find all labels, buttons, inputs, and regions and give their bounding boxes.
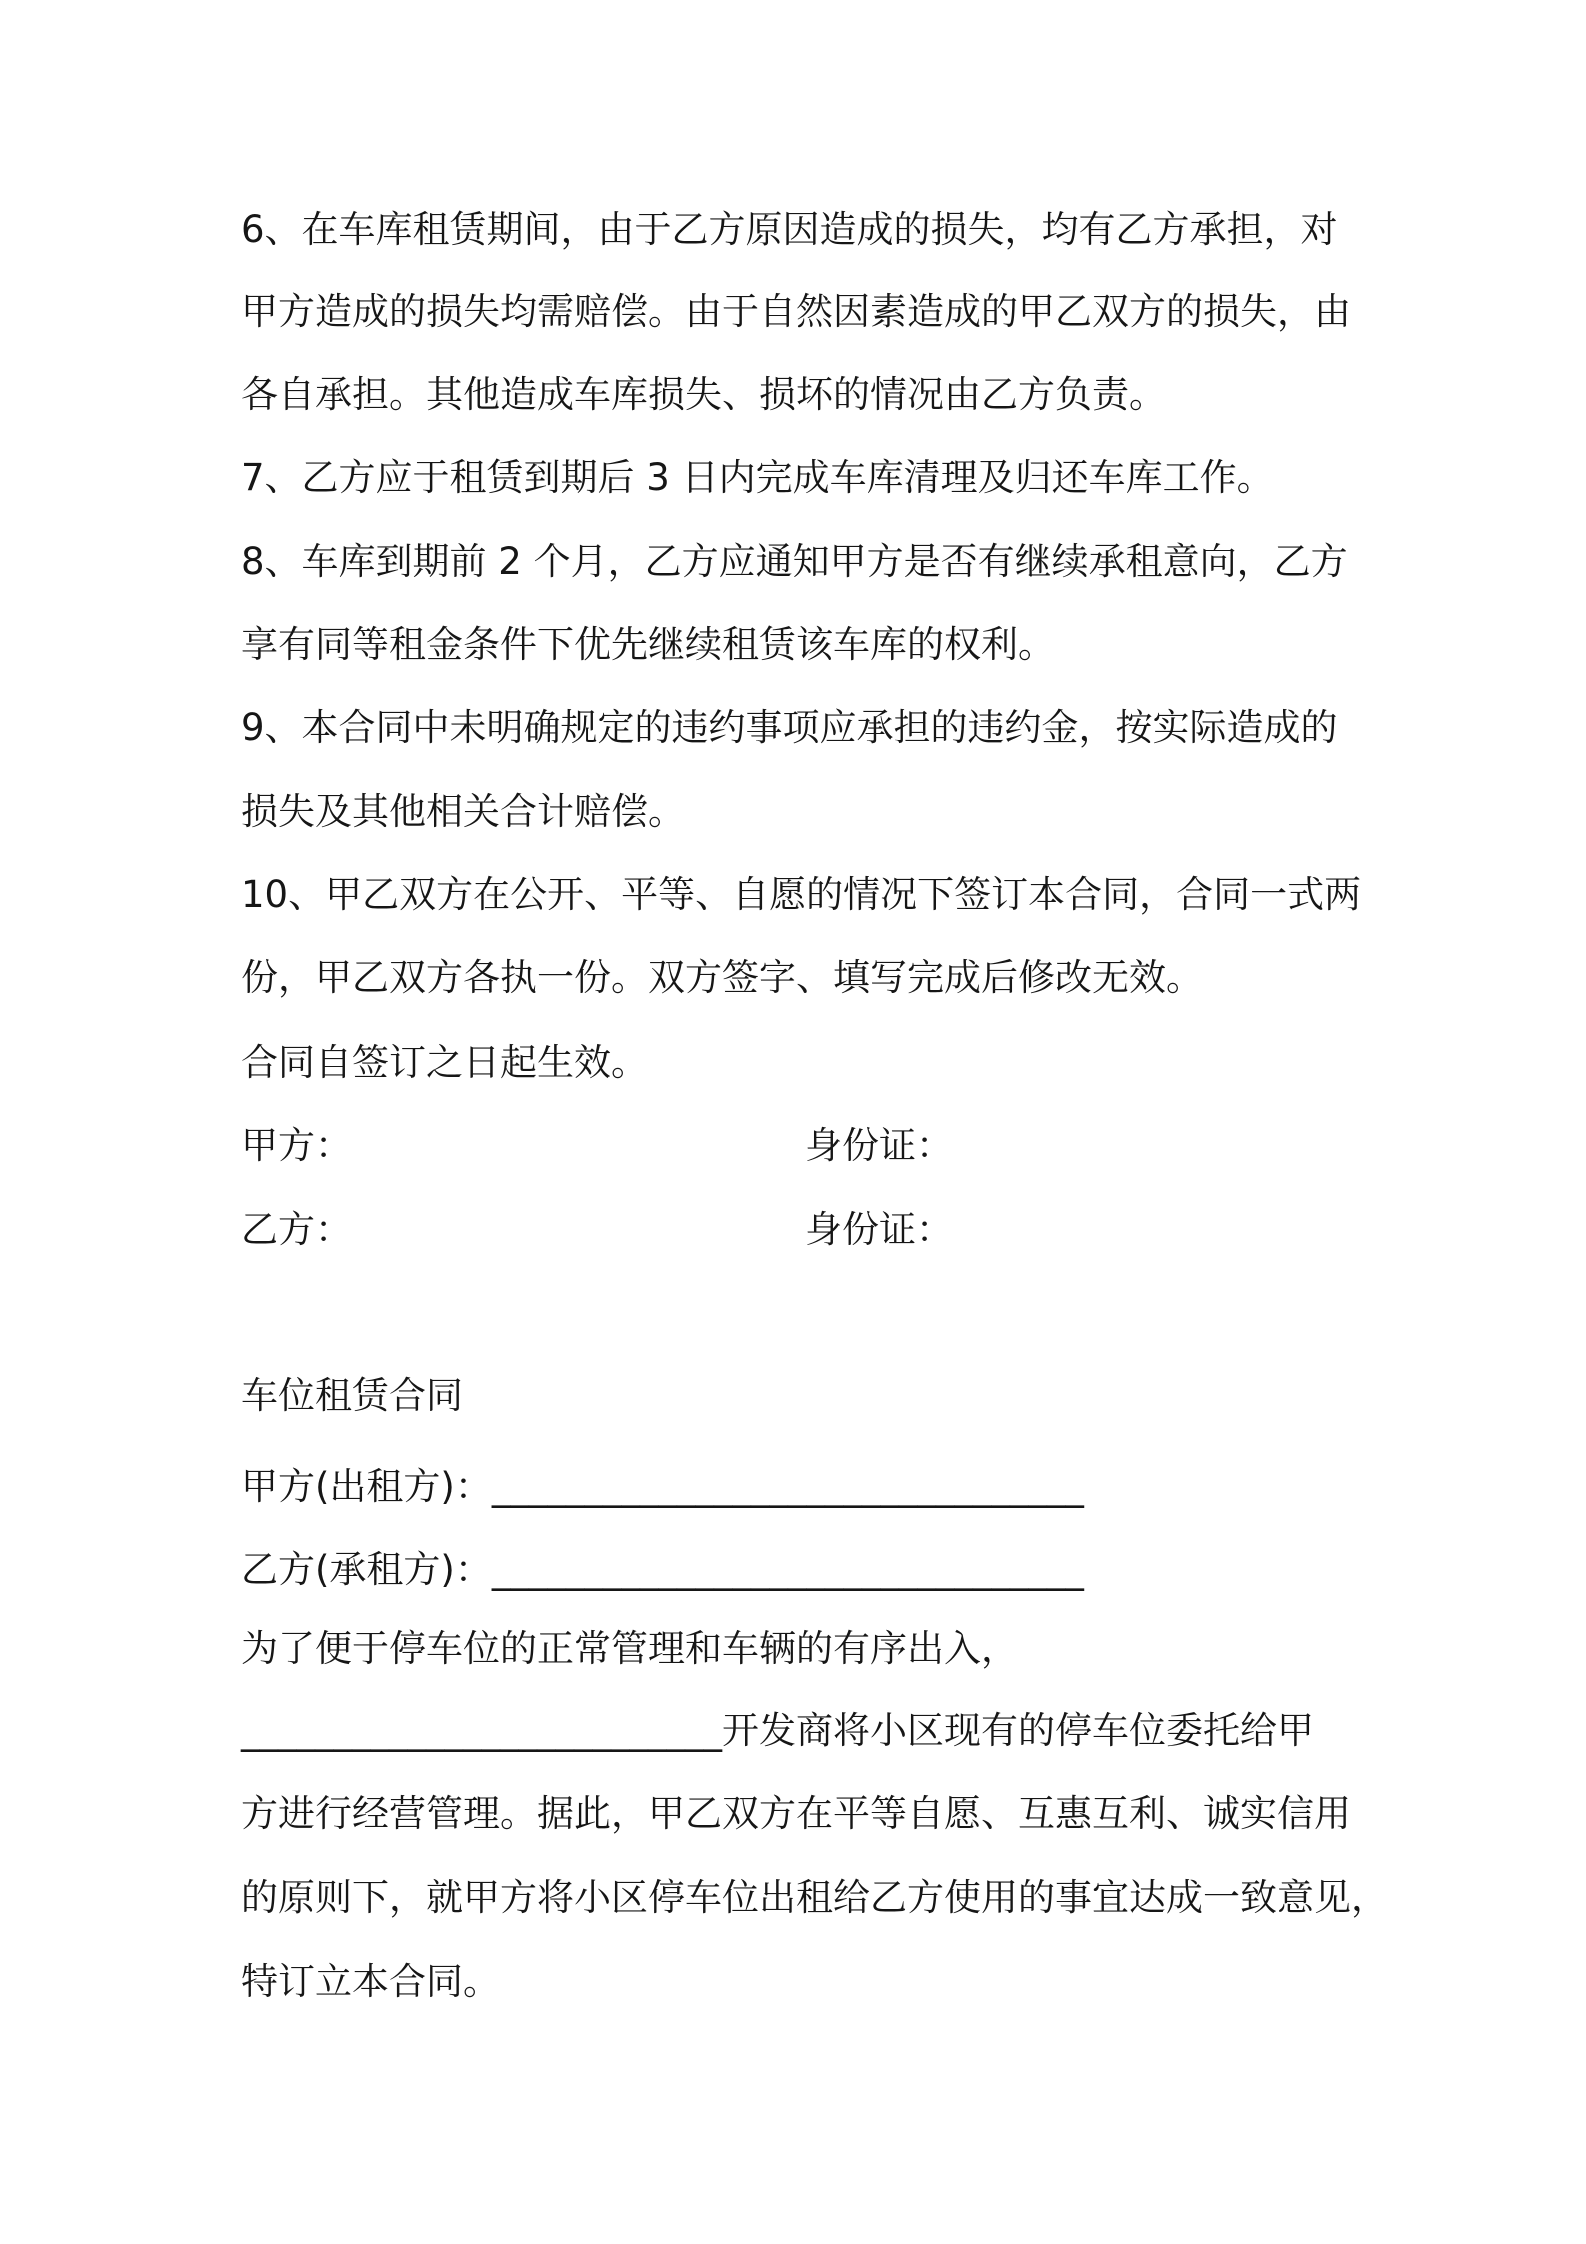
party-b-id-label: 身份证： bbox=[805, 1208, 953, 1251]
party-a-signature-label: 甲方： bbox=[241, 1124, 352, 1167]
contract-title: 车位租赁合同 bbox=[241, 1374, 463, 1417]
lessor-field bbox=[241, 1461, 1084, 1513]
effective-statement: 合同自签订之日起生效。 bbox=[241, 1041, 648, 1084]
clause-10-line-1: 10、甲乙双方在公开、平等、自愿的情况下签订本合同，合同一式两 bbox=[241, 873, 1362, 916]
clause-9-line-2: 损失及其他相关合计赔偿。 bbox=[241, 790, 685, 833]
preamble-line-5: 特订立本合同。 bbox=[241, 1960, 500, 2003]
clause-6-line-3: 各自承担。其他造成车库损失、损坏的情况由乙方负责。 bbox=[241, 373, 1166, 416]
clause-6-line-2: 甲方造成的损失均需赔偿。由于自然因素造成的甲乙双方的损失，由 bbox=[241, 290, 1351, 333]
clause-10-line-2: 份，甲乙双方各执一份。双方签字、填写完成后修改无效。 bbox=[241, 956, 1203, 999]
preamble-line-4: 的原则下，就甲方将小区停车位出租给乙方使用的事宜达成一致意见， bbox=[241, 1876, 1388, 1919]
lessee-blank: ________________________________ bbox=[491, 1548, 1084, 1591]
preamble-line-3: 方进行经营管理。据此，甲乙双方在平等自愿、互惠互利、诚实信用 bbox=[241, 1792, 1351, 1835]
clause-7-line-1: 7、乙方应于租赁到期后 3 日内完成车库清理及归还车库工作。 bbox=[241, 456, 1274, 499]
party-b-signature-label: 乙方： bbox=[241, 1208, 352, 1251]
lessee-label: 乙方(承租方)： bbox=[241, 1548, 492, 1591]
lessee-field bbox=[241, 1544, 1084, 1596]
preamble-line-2: __________________________开发商将小区现有的停车位委托给甲 bbox=[241, 1709, 1314, 1752]
clause-8-line-1: 8、车库到期前 2 个月，乙方应通知甲方是否有继续承租意向，乙方 bbox=[241, 540, 1348, 583]
party-a-id-label: 身份证： bbox=[805, 1124, 953, 1167]
preamble-line-1: 为了便于停车位的正常管理和车辆的有序出入， bbox=[241, 1627, 1018, 1670]
clause-9-line-1: 9、本合同中未明确规定的违约事项应承担的违约金，按实际造成的 bbox=[241, 706, 1338, 749]
clause-8-line-2: 享有同等租金条件下优先继续租赁该车库的权利。 bbox=[241, 623, 1055, 666]
lessor-label: 甲方(出租方)： bbox=[241, 1465, 492, 1508]
lessor-blank: ________________________________ bbox=[491, 1465, 1084, 1508]
clause-6-line-1: 6、在车库租赁期间，由于乙方原因造成的损失，均有乙方承担，对 bbox=[241, 208, 1338, 251]
